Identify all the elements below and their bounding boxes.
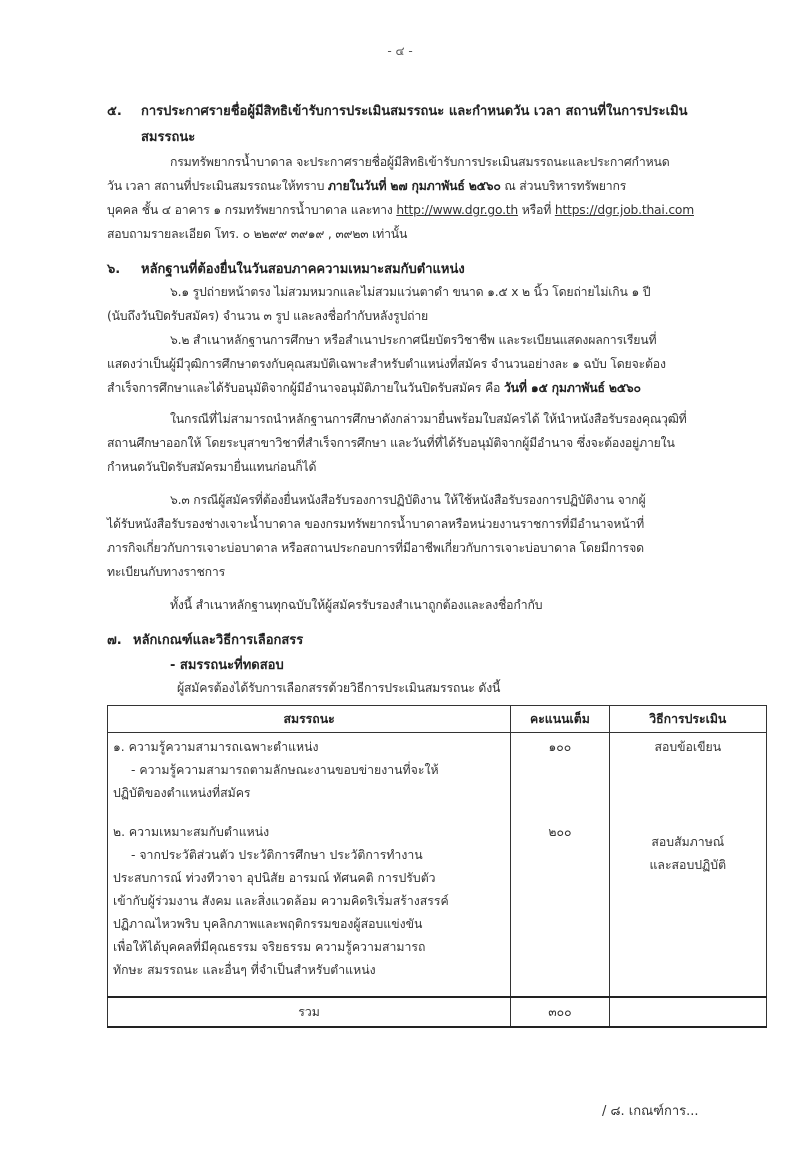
table-row <box>108 733 767 816</box>
section7-title: ๗. หลักเกณฑ์และวิธีการเลือกสรร <box>107 629 303 650</box>
competency-cell: ๑. ความรู้ความสามารถเฉพาะตำแหน่ง - ความรู้ความสามารถตามลักษณะงานขอบข่ายงานที่จะให้ ปฏิบัติของตำแหน่งที่สมัคร <box>108 733 511 816</box>
item-6-2-line2: แสดงว่าเป็นผู้มีวุฒิการศึกษาตรงกับคุณสมบัติเฉพาะสำหรับตำแหน่งที่สมัคร จำนวนอย่างละ ๑ ฉบับ โดยจะต้อง <box>107 357 666 371</box>
section7-number: ๗. <box>107 633 122 648</box>
item-6-3-line4: ทะเบียนกับทางราชการ <box>107 565 226 579</box>
method-cell: สอบสัมภาษณ์ และสอบปฏิบัติ <box>609 815 766 997</box>
item-6-1-line2: (นับถึงวันปิดรับสมัคร) จำนวน ๓ รูป และลงชื่อกำกับหลังรูปถ่าย <box>107 309 429 323</box>
dgr-job-link[interactable]: https://dgr.job.thai.com <box>554 203 694 217</box>
item-6-3-line3: ภารกิจเกี่ยวกับการเจาะบ่อบาดาล หรือสถานประกอบการที่มีอาชีพเกี่ยวกับการเจาะบ่อบาดาล โดยมีการจด <box>107 541 644 555</box>
item-6-2-line3: สำเร็จการศึกษาและได้รับอนุมัติจากผู้มีอำนาจอนุมัติภายในวันปิดรับสมัคร คือ วันที่ ๑๕ กุมภาพันธ์ ๒๕๖๐ <box>107 381 641 395</box>
table-header-row <box>108 706 767 733</box>
total-score: ๓๐๐ <box>511 997 609 1027</box>
header-competency: สมรรถนะ <box>108 706 511 733</box>
header-full-score: คะแนนเต็ม <box>511 706 609 733</box>
score-cell: ๑๐๐ <box>511 733 609 816</box>
score-cell: ๒๐๐ <box>511 815 609 997</box>
total-label: รวม <box>108 997 511 1027</box>
competency-table <box>107 705 767 1028</box>
section7-subtitle: - สมรรถนะที่ทดสอบ <box>170 658 284 673</box>
page-number: - ๔ - <box>387 44 413 58</box>
table-row <box>108 815 767 997</box>
dgr-website-link[interactable]: http://www.dgr.go.th <box>396 203 519 217</box>
section7-intro: ผู้สมัครต้องได้รับการเลือกสรรด้วยวิธีการประเมินสมรรถนะ ดังนี้ <box>177 681 501 695</box>
note-line3: กำหนดวันปิดรับสมัครมายื่นแทนก่อนก็ได้ <box>107 460 317 474</box>
item-6-3-line1: ๖.๓ กรณีผู้สมัครที่ต้องยื่นหนังสือรับรองการปฏิบัติงาน ให้ใช้หนังสือรับรองการปฏิบัติงาน จากผู้ <box>170 493 646 507</box>
section5-title: ๕. การประกาศรายชื่อผู้มีสิทธิเข้ารับการประเมินสมรรถนะ และกำหนดวัน เวลา สถานที่ในการประเมิน <box>107 100 688 121</box>
section5-para-line4: สอบถามรายละเอียด โทร. ๐ ๒๒๙๙ ๓๙๑๙ , ๓๙๒๓ เท่านั้น <box>107 227 408 241</box>
note-line1: ในกรณีที่ไม่สามารถนำหลักฐานการศึกษาดังกล่าวมายื่นพร้อมใบสมัครได้ ให้นำหนังสือรับรองคุณวุฒิที่ <box>170 412 687 426</box>
competency-cell: ๒. ความเหมาะสมกับตำแหน่ง - จากประวัติส่วนตัว ประวัติการศึกษา ประวัติการทำงาน ประสบการณ์ ท่วงทีวาจา อุปนิสัย อารมณ์ ทัศนคติ การปรับตัว เข้ากับผู้ร่วมงาน สังคม และสิ่งแวดล้อม ความคิดริเริ่มสร้างสรรค์ ปฏิภาณไหวพริบ บุคลิกภาพและพฤติกรรมของผู้สอบแข่งขัน เพื่อให้ได้บุคคลที่มีคุณธรรม จริยธรรม ความรู้ความสามารถ ทักษะ สมรรถนะ และอื่นๆ ที่จำเป็นสำหรับตำแหน่ง <box>108 815 511 997</box>
header-method: วิธีการประเมิน <box>609 706 766 733</box>
section5-para-line1: กรมทรัพยากรน้ำบาดาล จะประกาศรายชื่อผู้มีสิทธิเข้ารับการประเมินสมรรถนะและประกาศกำหนด <box>170 155 670 169</box>
method-cell: สอบข้อเขียน <box>609 733 766 816</box>
section6-closing: ทั้งนี้ สำเนาหลักฐานทุกฉบับให้ผู้สมัครรับรองสำเนาถูกต้องและลงชื่อกำกับ <box>170 598 543 612</box>
section5-para-line2: วัน เวลา สถานที่ประเมินสมรรถนะให้ทราบ ภายในวันที่ ๒๗ กุมภาพันธ์ ๒๕๖๐ ณ ส่วนบริหารทรัพยากร <box>107 179 627 193</box>
table-total-row <box>108 997 767 1027</box>
continuation-footer: / ๘. เกณฑ์การ... <box>602 1104 699 1119</box>
section6-title: ๖. หลักฐานที่ต้องยื่นในวันสอบภาคความเหมาะสมกับตำแหน่ง <box>107 258 465 279</box>
item-6-2-line1: ๖.๒ สำเนาหลักฐานการศึกษา หรือสำเนาประกาศนียบัตรวิชาชีพ และระเบียนแสดงผลการเรียนที่ <box>170 333 657 347</box>
announcement-date: ภายในวันที่ ๒๗ กุมภาพันธ์ ๒๕๖๐ <box>327 179 501 193</box>
total-method <box>609 997 766 1027</box>
section5-title-line2: สมรรถนะ <box>141 130 196 145</box>
item-6-3-line2: ได้รับหนังสือรับรองช่างเจาะน้ำบาดาล ของกรมทรัพยากรน้ำบาดาลหรือหน่วยงานราชการที่มีอำนาจหน้าที่ <box>107 517 645 531</box>
closing-date: วันที่ ๑๕ กุมภาพันธ์ ๒๕๖๐ <box>503 381 641 395</box>
section5-para-line3: บุคคล ชั้น ๔ อาคาร ๑ กรมทรัพยากรน้ำบาดาล และทาง http://www.dgr.go.th หรือที่ https://dgr.job.thai.com <box>107 203 694 217</box>
item-6-1-line1: ๖.๑ รูปถ่ายหน้าตรง ไม่สวมหมวกและไม่สวมแว่นตาดำ ขนาด ๑.๕ x ๒ นิ้ว โดยถ่ายไม่เกิน ๑ ปี <box>170 285 651 299</box>
section5-number: ๕. <box>107 104 122 119</box>
note-line2: สถานศึกษาออกให้ โดยระบุสาขาวิชาที่สำเร็จการศึกษา และวันที่ที่ได้รับอนุมัติจากผู้มีอำนาจ ซึ่งจะต้องอยู่ภายใน <box>107 436 675 450</box>
section6-number: ๖. <box>107 262 121 277</box>
